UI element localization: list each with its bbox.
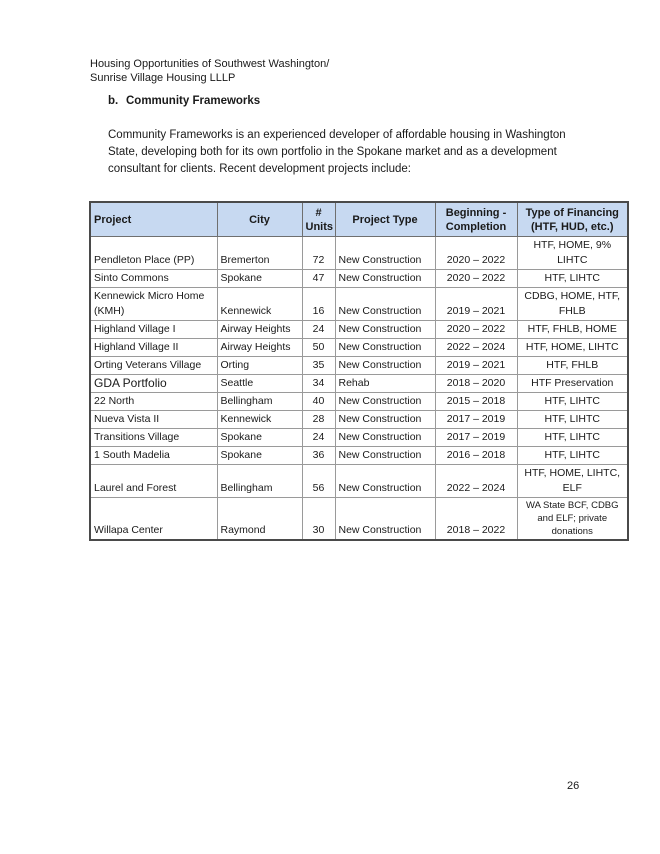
cell-project: Pendleton Place (PP) <box>90 237 217 270</box>
cell-units: 72 <box>302 237 335 270</box>
cell-project: Transitions Village <box>90 429 217 447</box>
header-financing-line1: Type of Financing <box>525 206 619 219</box>
cell-project: Nueva Vista II <box>90 411 217 429</box>
cell-project: Laurel and Forest <box>90 465 217 498</box>
cell-city: Airway Heights <box>217 321 302 339</box>
cell-project: Sinto Commons <box>90 270 217 288</box>
header-units-line1: # <box>315 206 322 219</box>
cell-type: New Construction <box>335 339 435 357</box>
cell-city: Orting <box>217 357 302 375</box>
cell-project: Highland Village II <box>90 339 217 357</box>
cell-units: 30 <box>302 498 335 541</box>
cell-years: 2020 – 2022 <box>435 270 517 288</box>
table-row <box>90 429 628 447</box>
cell-financing: HTF, LIHTC <box>517 270 628 288</box>
cell-project: Kennewick Micro Home (KMH) <box>90 288 217 321</box>
page-number: 26 <box>567 780 580 792</box>
cell-units: 24 <box>302 429 335 447</box>
table-row <box>90 411 628 429</box>
cell-units: 16 <box>302 288 335 321</box>
cell-years: 2016 – 2018 <box>435 447 517 465</box>
header-line-2: Sunrise Village Housing LLLP <box>90 72 236 84</box>
cell-years: 2017 – 2019 <box>435 429 517 447</box>
cell-years: 2019 – 2021 <box>435 288 517 321</box>
header-units-line2: Units <box>305 220 333 233</box>
cell-financing: HTF, LIHTC <box>517 393 628 411</box>
cell-project: GDA Portfolio <box>90 375 217 393</box>
cell-units: 35 <box>302 357 335 375</box>
table-row <box>90 498 628 541</box>
cell-city: Bellingham <box>217 393 302 411</box>
cell-financing: WA State BCF, CDBG and ELF; private donations <box>517 498 628 541</box>
cell-units: 24 <box>302 321 335 339</box>
cell-type: New Construction <box>335 447 435 465</box>
intro-paragraph: Community Frameworks is an experienced developer of affordable housing in Washington State, developing both for its own portfolio in the Spokane market and as a development consultant for clients. Recent development projects include: <box>108 129 566 175</box>
cell-type: New Construction <box>335 498 435 541</box>
section-number: b. <box>108 95 119 107</box>
table-row <box>90 357 628 375</box>
cell-city: Spokane <box>217 429 302 447</box>
cell-city: Spokane <box>217 447 302 465</box>
cell-project: Highland Village I <box>90 321 217 339</box>
table-row <box>90 339 628 357</box>
cell-type: New Construction <box>335 411 435 429</box>
cell-type: New Construction <box>335 465 435 498</box>
cell-city: Bremerton <box>217 237 302 270</box>
cell-financing: HTF, FHLB <box>517 357 628 375</box>
header-financing <box>517 202 628 237</box>
header-financing-line2: (HTF, HUD, etc.) <box>531 220 614 233</box>
cell-years: 2018 – 2022 <box>435 498 517 541</box>
cell-type: New Construction <box>335 237 435 270</box>
cell-type: Rehab <box>335 375 435 393</box>
cell-project: 1 South Madelia <box>90 447 217 465</box>
cell-years: 2019 – 2021 <box>435 357 517 375</box>
cell-units: 36 <box>302 447 335 465</box>
cell-city: Kennewick <box>217 288 302 321</box>
table-row <box>90 393 628 411</box>
cell-years: 2018 – 2020 <box>435 375 517 393</box>
cell-years: 2015 – 2018 <box>435 393 517 411</box>
cell-type: New Construction <box>335 270 435 288</box>
cell-type: New Construction <box>335 429 435 447</box>
cell-financing: HTF Preservation <box>517 375 628 393</box>
header-project-type: Project Type <box>335 202 435 237</box>
header-units <box>302 202 335 237</box>
cell-financing: HTF, HOME, LIHTC, ELF <box>517 465 628 498</box>
cell-financing: HTF, HOME, LIHTC <box>517 339 628 357</box>
section-title: Community Frameworks <box>126 95 261 107</box>
table-row <box>90 288 628 321</box>
table-row <box>90 237 628 270</box>
cell-type: New Construction <box>335 288 435 321</box>
cell-city: Bellingham <box>217 465 302 498</box>
header-project: Project <box>90 202 217 237</box>
cell-units: 28 <box>302 411 335 429</box>
cell-units: 50 <box>302 339 335 357</box>
cell-units: 47 <box>302 270 335 288</box>
cell-city: Spokane <box>217 270 302 288</box>
cell-financing: HTF, LIHTC <box>517 411 628 429</box>
cell-city: Kennewick <box>217 411 302 429</box>
cell-years: 2017 – 2019 <box>435 411 517 429</box>
cell-financing: CDBG, HOME, HTF, FHLB <box>517 288 628 321</box>
cell-financing: HTF, FHLB, HOME <box>517 321 628 339</box>
table-row <box>90 270 628 288</box>
cell-years: 2020 – 2022 <box>435 237 517 270</box>
cell-project: 22 North <box>90 393 217 411</box>
cell-type: New Construction <box>335 357 435 375</box>
table-row <box>90 321 628 339</box>
cell-years: 2022 – 2024 <box>435 339 517 357</box>
cell-city: Raymond <box>217 498 302 541</box>
cell-type: New Construction <box>335 321 435 339</box>
cell-financing: HTF, LIHTC <box>517 447 628 465</box>
cell-project: Willapa Center <box>90 498 217 541</box>
header-city: City <box>217 202 302 237</box>
projects-table <box>89 201 629 541</box>
cell-project: Orting Veterans Village <box>90 357 217 375</box>
header-years <box>435 202 517 237</box>
header-years-line2: Completion <box>445 220 507 233</box>
table-header-row <box>90 202 628 237</box>
cell-units: 40 <box>302 393 335 411</box>
table-row <box>90 465 628 498</box>
cell-years: 2022 – 2024 <box>435 465 517 498</box>
cell-years: 2020 – 2022 <box>435 321 517 339</box>
table-row <box>90 375 628 393</box>
document-header <box>90 57 329 85</box>
section-heading <box>108 95 260 107</box>
cell-type: New Construction <box>335 393 435 411</box>
table-row <box>90 447 628 465</box>
cell-city: Airway Heights <box>217 339 302 357</box>
header-years-line1: Beginning - <box>445 206 507 219</box>
cell-city: Seattle <box>217 375 302 393</box>
cell-units: 56 <box>302 465 335 498</box>
header-line-1: Housing Opportunities of Southwest Washington/ <box>90 58 330 70</box>
cell-units: 34 <box>302 375 335 393</box>
cell-financing: HTF, HOME, 9% LIHTC <box>517 237 628 270</box>
cell-financing: HTF, LIHTC <box>517 429 628 447</box>
